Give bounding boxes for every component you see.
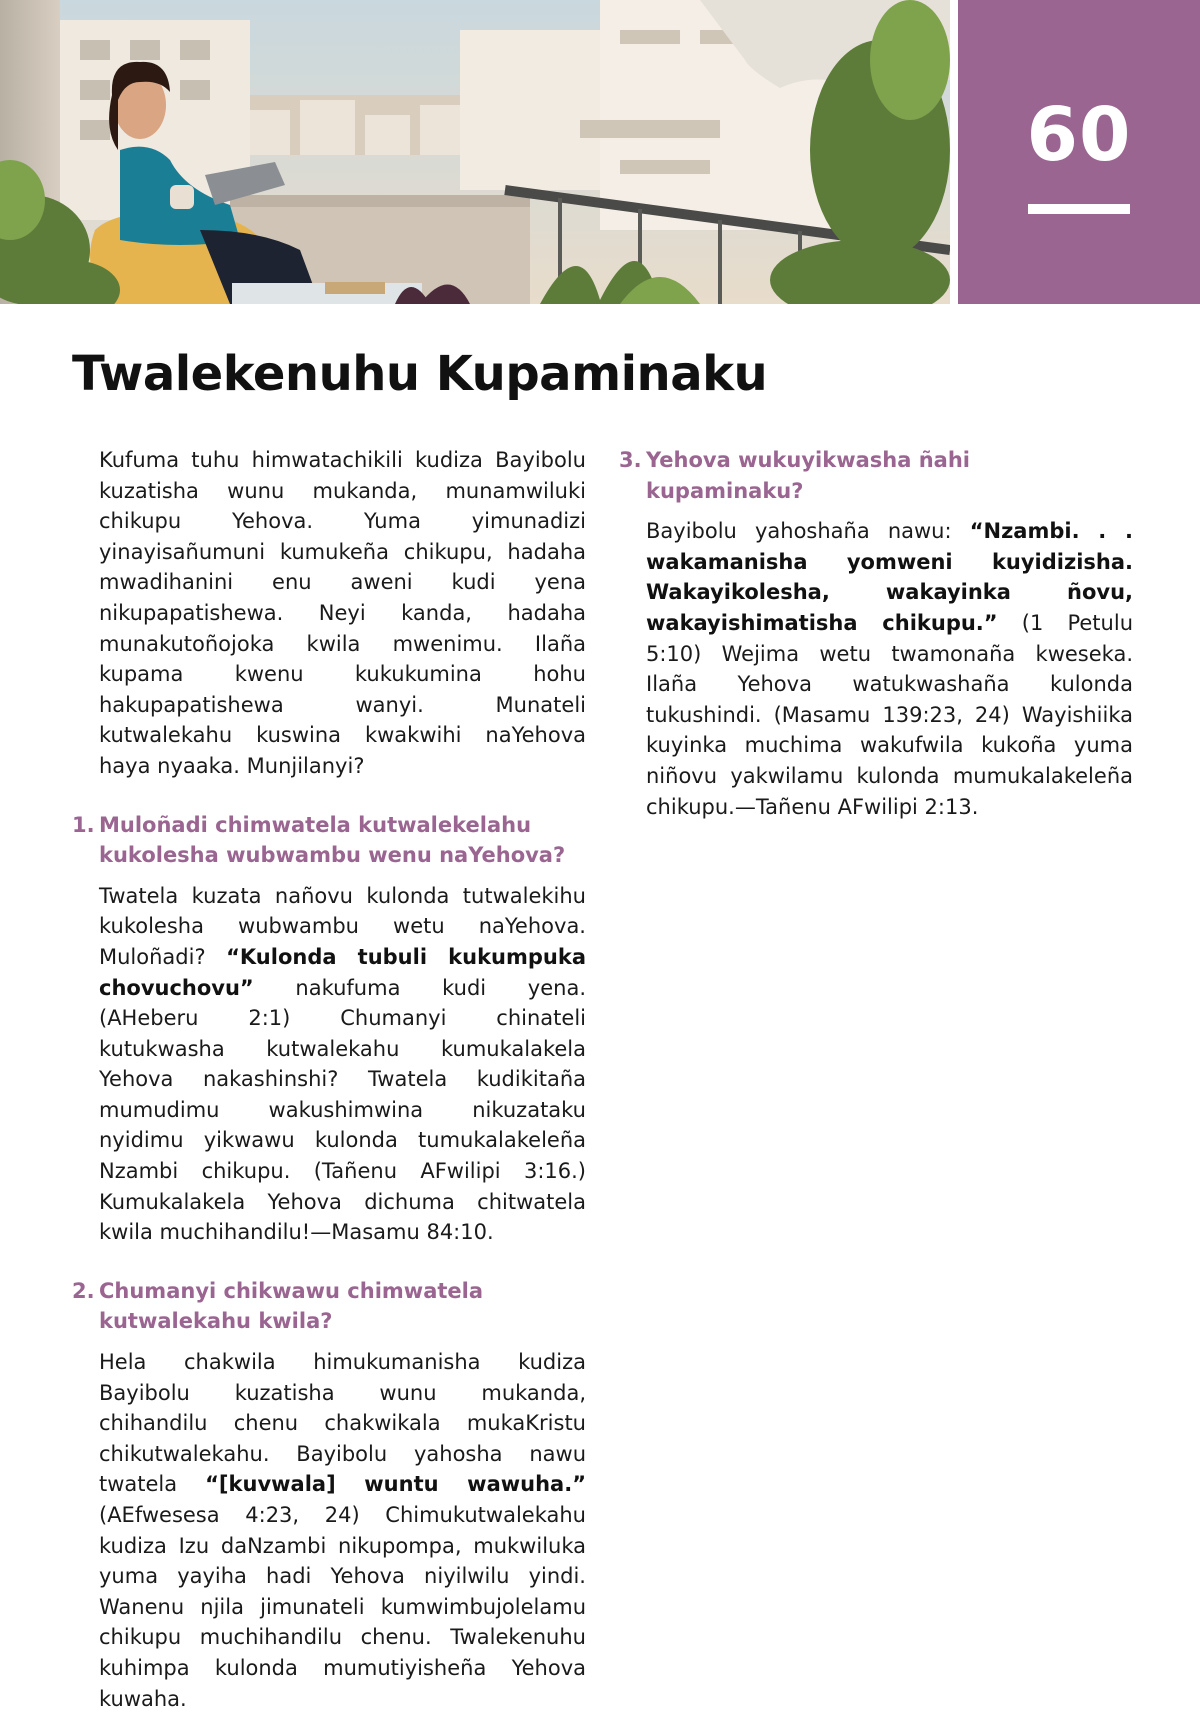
- answer-2-paragraph-start: [72, 1347, 586, 1714]
- question-3-number: 3.: [619, 448, 642, 472]
- answer-1-text-a: Twatela kuzata nañovu kulonda tutwalekihu kukolesha wubwambu wetu naYehova. Muloñadi?: [99, 883, 586, 969]
- answer-2-text-a: Hela chakwila himukumanisha kudiza Bayibolu kuzatisha wunu mukanda, chihandilu chenu chakwikala mukaKristu chikutwalekahu. Bayibolu yahosha nawu twatela: [99, 1350, 586, 1497]
- intro-paragraph: Kufuma tuhu himwatachikili kudiza Bayibolu kuzatisha wunu mukanda, munamwiluki chikupu Yehova. Yuma yimunadizi yinayisañumuni kumukeña chikupu, hadaha mwadihanini enu aweni kudi yena nikupapatishewa. Neyi kanda, hadaha munakutoñojoka kwila mwenimu. Ilaña kupama kwenu kukukumina hohu hakupapatishewa wanyi. Munateli kutwalekahu kuswina kwakwihi naYehova haya nyaaka. Munjilanyi?: [99, 448, 586, 778]
- answer-3-text-a: Bayibolu yahoshaña nawu:: [646, 519, 970, 544]
- answer-3-text-b: (1 Petulu 5:10) Wejima wetu twamonaña kweseka. Ilaña Yehova watukwashaña kulonda tukushindi. (Masamu 139:23, 24) Wayishiika kuyinka muchima wakufwila kukoña yuma niñovu yakwilamu kulonda mumukalakeleña chikupu.—Tañenu AFwilipi 2:13.: [646, 610, 1133, 819]
- answer-3-paragraph: [619, 516, 1133, 822]
- answer-2-text-b: (AEfwesesa 4:23, 24) Chimukutwalekahu kudiza Izu daNzambi nikupompa, mukwiluka yuma yayiha hadi Yehova niyilwilu yindi. Wanenu njila jimunateli kumwimbujolelamu chikupu muchihandilu chenu. Twalekenuhu kuhimpa kulonda mumutiyisheña Yehova kuwaha.: [99, 1503, 586, 1711]
- question-2-text: Chumanyi chikwawu chimwatela kutwalekahu kwila?: [99, 1278, 484, 1334]
- page-title: Twalekenuhu Kupaminaku: [72, 346, 768, 402]
- answer-1-text-b: nakufuma kudi yena. (AHeberu 2:1) Chumanyi chinateli kutukwasha kutwalekahu kumukalakela Yehova nakashinshi? Twatela kudikitaña mumudimu wakushimwina nikuzataku nyidimu yikwawu kulonda tumukalakeleña Nzambi chikupu. (Tañenu AFwilipi 3:16.) Kumukalakela Yehova dichuma chitwatela kwila muchihandilu!—Masamu 84:10.: [99, 975, 586, 1245]
- question-1: [72, 810, 586, 871]
- right-column: [619, 445, 1133, 822]
- question-1-number: 1.: [72, 812, 95, 837]
- question-3: [619, 445, 1133, 506]
- lesson-number-underline: [1028, 204, 1130, 214]
- question-2-number: 2.: [72, 1278, 95, 1303]
- lesson-number: 60: [1026, 92, 1132, 178]
- balcony-city-illustration: [0, 0, 950, 304]
- answer-1-paragraph: [72, 881, 586, 1248]
- answer-3-quote: “Nzambi. . . wakamanisha yomweni kuyidizisha. Wakayikolesha, wakayinka ñovu, wakayishimatisha chikupu.”: [646, 519, 1133, 635]
- left-column: [72, 445, 586, 1714]
- answer-2-quote: “[kuvwala] wuntu wawuha.”: [205, 1472, 587, 1497]
- question-2: [72, 1276, 586, 1337]
- answer-1-quote: “Kulonda tubuli kukumpuka chovuchovu”: [99, 944, 586, 1000]
- question-3-text: Yehova wukuyikwasha ñahi kupaminaku?: [646, 448, 970, 503]
- hero-photo: [0, 0, 950, 304]
- question-1-text: Muloñadi chimwatela kutwalekelahu kukolesha wubwambu wenu naYehova?: [99, 812, 566, 868]
- lesson-number-box: [958, 0, 1200, 304]
